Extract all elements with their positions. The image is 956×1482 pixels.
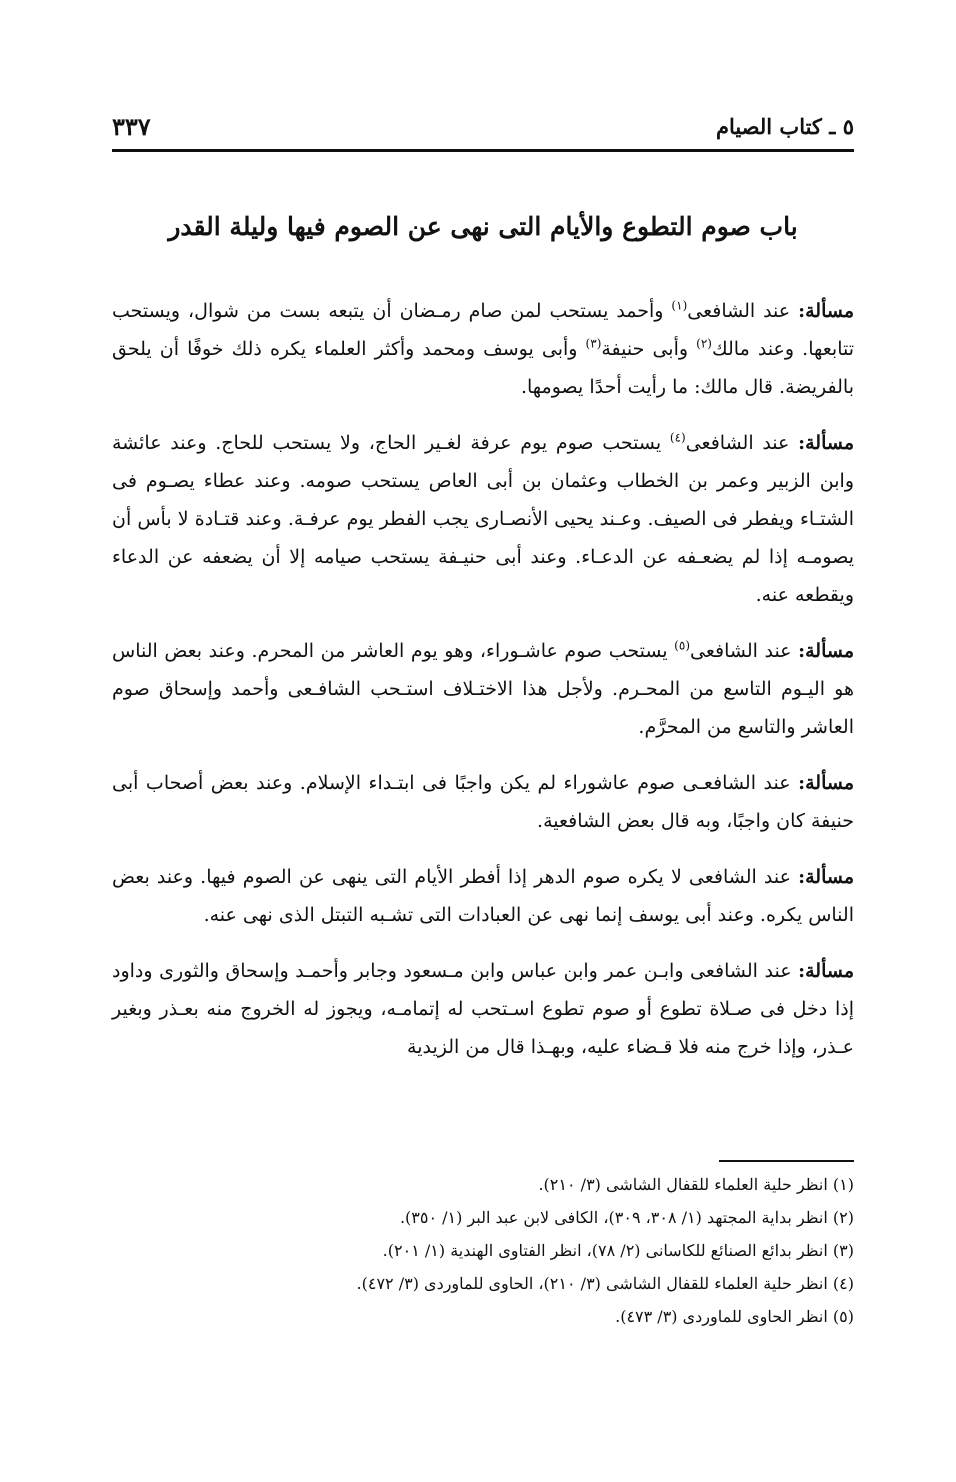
text-segment: عند الشافعى لا يكره صوم الدهر إذا أفطر الأيام التى ينهى عن الصوم فيها. وعند بعض الناس يكره. وعند أبى يوسف إنما نهى عن العبادات التى تشـبه التبتل الذى نهى عنه.	[112, 866, 854, 926]
footnote-3: (٣) انظر بدائع الصنائع للكاسانى (٢/ ٧٨)، انظر الفتاوى الهندية (١/ ٢٠١).	[382, 1241, 854, 1260]
text-segment: عند الشافعى وابـن عمر وابن عباس وابن مـسعود وجابر وأحمـد وإسحاق والثورى وداود إذا دخل فى صـلاة تطوع أو صوم تطوع اسـتحب له إتمامـه، ويجوز له الخروج منه بعـذر وبغير عـذر، وإذا خرج منه فلا قـضاء عليه، وبهـذا قال من الزيدية	[112, 960, 854, 1058]
paragraph-6	[112, 952, 854, 1066]
text-segment: وأحمد يستحب لمن صام رمـضان أن يتبعه بست من شوال، ويستحب تتابعها. وعند مالك	[112, 300, 855, 360]
paragraph-5	[112, 858, 854, 934]
text-segment: عند الشافعى	[687, 300, 799, 322]
page-number: ٣٣٧	[112, 112, 151, 141]
footnote-ref: (٤)	[669, 430, 686, 445]
paragraph-lead: مسألة:	[798, 300, 854, 322]
text-segment: يستحب صوم عاشـوراء، وهو يوم العاشر من المحرم. وعند بعض الناس هو اليـوم التاسع من المحـرم. ولأجل هذا الاختـلاف استـحب الشافـعى وأحمد وإسحاق صوم العاشر والتاسع من المحرَّم.	[112, 640, 854, 738]
page-header	[112, 108, 854, 152]
footnote-ref: (٥)	[674, 638, 690, 653]
body-text	[112, 292, 854, 1084]
paragraph-lead: مسألة:	[798, 772, 854, 794]
footnote-ref: (١)	[671, 298, 688, 313]
footnotes	[112, 1160, 854, 1333]
footnote-rule	[719, 1160, 854, 1162]
paragraph-lead: مسألة:	[798, 640, 854, 662]
footnote-1: (١) انظر حلية العلماء للقفال الشاشى (٣/ ٢١٠).	[538, 1175, 854, 1194]
text-segment: يستحب صوم يوم عرفة لغـير الحاج، ولا يستحب للحاج. وعند عائشة وابن الزبير وعمر بن الخطاب وعثمان بن أبى العاص يستحب صومه. وعند عطاء يصـوم فى الشتـاء ويفطر فى الصيف. وعـند يحيى الأنصـارى يجب الفطر يوم عرفـة. وعند قتـادة لا بأس أن يصومـه إذا لم يضعـفه عن الدعـاء. وعند أبى حنيـفة يستحب صيامه إلا أن يضعفه عن الدعاء ويقطعه عنه.	[112, 432, 854, 606]
text-segment: وأبى يوسف ومحمد وأكثر العلماء يكره ذلك خوفًا أن يلحق بالفريضة. قال مالك: ما رأيت أحدًا يصومها.	[112, 338, 854, 398]
paragraph-4	[112, 764, 854, 840]
footnote-4: (٤) انظر حلية العلماء للقفال الشاشى (٣/ ٢١٠)، الحاوى للماوردى (٣/ ٤٧٢).	[356, 1274, 854, 1293]
paragraph-3	[112, 632, 854, 746]
footnote-ref: (٣)	[585, 336, 602, 351]
text-segment: عند الشافعـى صوم عاشوراء لم يكن واجبًا فى ابتـداء الإسلام. وعند بعض أصحاب أبى حنيفة كان واجبًا، وبه قال بعض الشافعية.	[112, 772, 854, 832]
paragraph-lead: مسألة:	[798, 432, 854, 454]
section-title: باب صوم التطوع والأيام التى نهى عن الصوم فيها وليلة القدر	[168, 212, 798, 241]
paragraph-lead: مسألة:	[798, 866, 854, 888]
paragraph-2	[112, 424, 854, 614]
text-segment: عند الشافعى	[685, 432, 799, 454]
footnote-ref: (٢)	[696, 336, 712, 351]
text-segment: عند الشافعى	[690, 640, 799, 662]
header-rule	[112, 149, 854, 152]
footnote-5: (٥) انظر الحاوى للماوردى (٣/ ٤٧٣).	[615, 1307, 854, 1326]
chapter-title: ٥ ـ كتاب الصيام	[715, 114, 854, 139]
paragraph-lead: مسألة:	[798, 960, 854, 982]
paragraph-1	[112, 292, 854, 406]
text-segment: وأبى حنيفة	[601, 338, 697, 360]
footnote-2: (٢) انظر بداية المجتهد (١/ ٣٠٨، ٣٠٩)، الكافى لابن عبد البر (١/ ٣٥٠).	[399, 1208, 854, 1227]
